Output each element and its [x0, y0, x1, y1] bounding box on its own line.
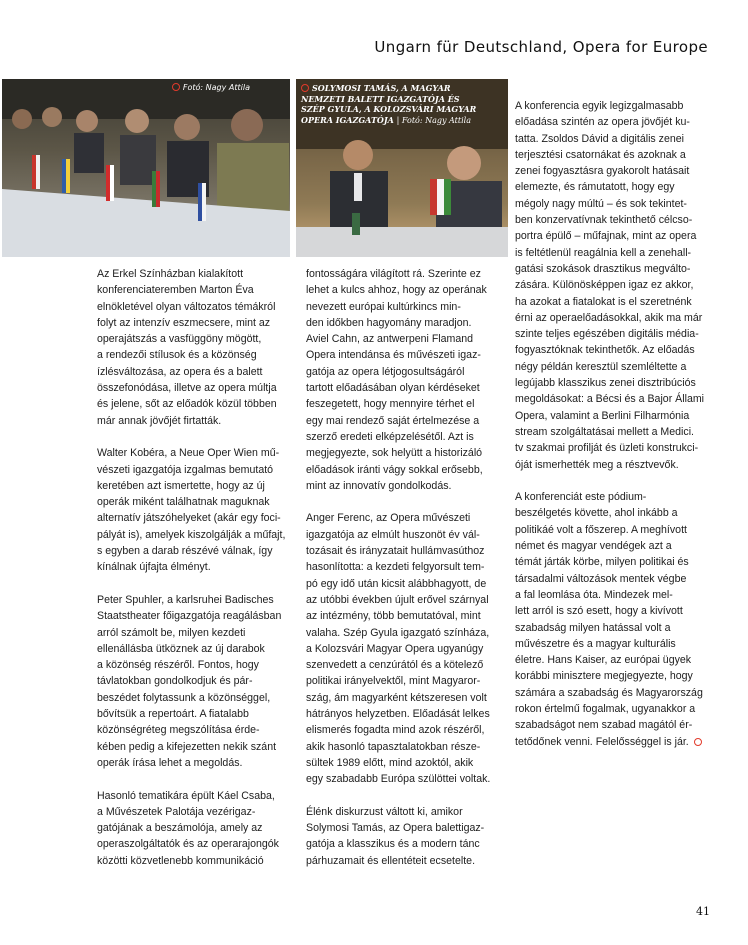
paragraph-line: operaszolgáltatók és az operarajongók [97, 838, 279, 851]
paragraph-line: tv szakmai profilját és üzleti konstrukci- [515, 442, 699, 455]
paragraph-line: egy mai rendező saját értelmezése a [306, 414, 480, 427]
paragraph-line: alternatív játszóhelyeket (akár egy foci- [97, 512, 281, 525]
paragraph-line: tartott előadásában olyan kérdéseket [306, 382, 480, 395]
caption-line: SZÉP GYULA, A KOLOZSVÁRI MAGYAR [301, 104, 477, 114]
conference-photo-left [2, 79, 290, 257]
paragraph-line: elemezte, és rámutatott, hogy egy [515, 181, 675, 194]
paragraph-line: szág, ám magyarként kétszeresen volt [306, 691, 487, 704]
text-column-3 [515, 98, 715, 750]
paragraph-line: tatta. Zsoldos Dávid a digitális zenei [515, 132, 684, 145]
paragraph-line: kínálnak újfajta élményt. [97, 561, 211, 574]
paragraph-line: a rendezői stílusok és a közönség [97, 349, 257, 362]
paragraph-line: lett arról is szó esett, hogy a kivívott [515, 605, 683, 618]
paragraph-line: Walter Kobéra, a Neue Oper Wien mű- [97, 447, 280, 460]
paragraph-line: bővítsük a repertoárt. A fiatalabb [97, 708, 249, 721]
paragraph-line: mint az innovatív gondolkodás. [306, 479, 452, 492]
paragraph-gap [306, 494, 507, 510]
caption-line: NEMZETI BALETT IGAZGATÓJA ÉS [301, 93, 460, 104]
paragraph-line: portra épülő – műfajnak, mint az opera [515, 230, 697, 243]
paragraph-line: A konferenciát este pódium- [515, 491, 647, 504]
paragraph-line: ben konzervatívnak tekinthető célcso- [515, 214, 693, 227]
paragraph-line: Aviel Cahn, az antwerpeni Flamand [306, 333, 474, 346]
paragraph-line: kében pedig a kifejezetten nekik szánt [97, 740, 277, 753]
paragraph-line: akik hasonló tapasztalatokban része- [306, 740, 481, 753]
paragraph-line: tozásait és irányzatait hullámvasúthoz [306, 545, 485, 558]
paragraph-line: terjesztési csatornákat és azoknak a [515, 148, 686, 161]
paragraph-line: s egyben a darab részévé válnak, így [97, 545, 273, 558]
page-number: 41 [696, 905, 710, 918]
paragraph-line: legújabb klasszikus zenei disztribúciós [515, 377, 696, 390]
paragraph-line: mégoly nagy múltú – és sok tekintet- [515, 197, 687, 210]
paragraph-line: művészetre és a magyar kulturális [515, 637, 676, 650]
paragraph-line: egy szabadabb Európa szülöttei voltak. [306, 773, 491, 786]
ring-bullet-icon [301, 84, 309, 92]
paragraph-line: az utóbbi években újult erővel szárnyal [306, 593, 489, 606]
photo-credit-right: | Fotó: Nagy Attila [396, 115, 471, 125]
paragraph-line: gatója az opera létjogosultságáról [306, 365, 465, 378]
paragraph-line: gatási szokások drasztikus megválto- [515, 262, 691, 275]
paragraph-line: politikai irányelvektől, mint Magyaror- [306, 675, 481, 688]
caption-line: SOLYMOSI TAMÁS, A MAGYAR [312, 83, 451, 93]
paragraph-line: arról számolt be, milyen kezdeti [97, 626, 246, 639]
paragraph-line: Staatstheater főigazgatója reagálásban [97, 610, 282, 623]
paragraph-line: négy példán keresztül szemléltette a [515, 360, 687, 373]
paragraph-line: szerző eredeti elképzelésétől. Azt is [306, 430, 474, 443]
paragraph-line: hasonlította: a kezdeti felgyorsult tem- [306, 561, 485, 574]
paragraph-line: közönségréteg megszólítása érde- [97, 724, 260, 737]
paragraph-line: A konferencia egyik legizgalmasabb [515, 100, 684, 112]
paragraph-line: stream szolgáltatásai mellett a Medici. [515, 425, 694, 438]
paragraph-line: rokon értelmű fogalmak, ugyanakkor a [515, 702, 696, 715]
paragraph-line: tetődőnek venni. Felelősséggel is jár. [515, 734, 715, 750]
paragraph-line: sültek 1989 előtt, mind azoktól, akik [306, 756, 474, 769]
paragraph-line: gatójának a beszámolója, amely az [97, 822, 263, 835]
photo-caption-right [301, 83, 501, 126]
text-column-2 [306, 266, 507, 869]
paragraph-line: ízlésváltozása, az opera és a balett [97, 365, 263, 378]
text-column-1 [97, 266, 297, 869]
paragraph-line: folyt az intenzív eszmecsere, mint az [97, 316, 271, 329]
paragraph-line: zenei fogyasztásra gyakorolt hatásait [515, 165, 690, 178]
paragraph-line: a Kolozsvári Magyar Opera ugyanúgy [306, 642, 484, 655]
paragraph-line: Opera, valamint a Berlini Filharmónia [515, 409, 690, 422]
paragraph-line: Hasonló tematikára épült Káel Csaba, [97, 789, 275, 802]
paragraph-line: a Művészetek Palotája vezérigaz- [97, 805, 256, 818]
paragraph-line: elismerés fogadta mind azok részéről, [306, 724, 485, 737]
paragraph-line: szabadság milyen hatással volt a [515, 621, 671, 634]
paragraph-line: előadása szintén az opera jövőjét ku- [515, 116, 690, 129]
paragraph-line: operák miként találhatnak maguknak [97, 496, 270, 509]
paragraph-line: operák írása lehet a megoldás. [97, 756, 243, 769]
paragraph-line: német és magyar vendégek azt a [515, 540, 672, 553]
paragraph-line: számára a szabadság és Magyarország [515, 686, 703, 699]
paragraph-line: párhuzamait és ellentéteit ecsetelte. [306, 854, 476, 867]
paragraph-line: témát járták körbe, milyen politikai és [515, 556, 689, 569]
paragraph-line: lehet a kulcs ahhoz, hogy az operának [306, 284, 487, 297]
paragraph-line: távlatokban gondolkodjuk és pár- [97, 675, 253, 688]
paragraph-line: den időkben hagyomány maradjon. [306, 316, 472, 329]
paragraph-line: nevezett európai kultúrkincs min- [306, 300, 461, 313]
paragraph-line: konferenciateremben Marton Éva [97, 284, 254, 297]
paragraph-line: igazgatója az elmúlt huszonöt év vál- [306, 528, 480, 541]
paragraph-gap [97, 429, 297, 445]
end-of-article-ring-icon [694, 738, 702, 746]
paragraph-line: Anger Ferenc, az Opera művészeti [306, 512, 471, 525]
paragraph-line: fontosságára világított rá. Szerinte ez [306, 268, 481, 280]
paragraph-line: hátrányos helyzetben. Előadását lelkes [306, 708, 490, 721]
paragraph-line: szabadságot nem szabad magától ér- [515, 719, 693, 732]
paragraph-line: már annak jövőjét firtatták. [97, 414, 222, 427]
paragraph-line: Élénk diskurzust váltott ki, amikor [306, 805, 463, 818]
ring-bullet-icon [172, 83, 180, 91]
paragraph-line: és jelene, sőt az előadók közül többen [97, 398, 277, 411]
paragraph-line: operajátszás a vasfüggöny mögött, [97, 333, 262, 346]
paragraph-line: óját ismerhették meg a résztvevők. [515, 458, 679, 471]
paragraph-line: valaha. Szép Gyula igazgató színháza, [306, 626, 490, 639]
paragraph-line: elnökletével olyan változatos témákról [97, 300, 276, 313]
paragraph-line: beszédet folytassunk a közönséggel, [97, 691, 271, 704]
paragraph-line: közötti közvetlenebb kommunikáció [97, 854, 264, 867]
paragraph-line: a fal leomlása óta. Mindezek mel- [515, 588, 673, 601]
paragraph-line: pó egy idő után kicsit alábbhagyott, de [306, 577, 487, 590]
paragraph-line: megoldásokat: a Bécsi és a Bajor Állami [515, 393, 705, 406]
paragraph-line: Solymosi Tamás, az Opera balettigaz- [306, 822, 485, 835]
paragraph-line: is feltétlenül reagálnia kell a zenehall- [515, 246, 692, 259]
photo-credit-left [172, 83, 250, 92]
paragraph-gap [97, 576, 297, 592]
paragraph-line: korábbi minisztere megjegyezte, hogy [515, 670, 693, 683]
paragraph-line: pályát is), amelyek kiszolgálják a műfajt, [97, 528, 286, 541]
paragraph-line: társadalmi változások mentek végbe [515, 572, 687, 585]
caption-line: OPERA IGAZGATÓJA [301, 114, 394, 125]
paragraph-line: életre. Hans Kaiser, az európai ügyek [515, 654, 692, 667]
paragraph-gap [515, 473, 715, 489]
photo-credit-left-text: Fotó: Nagy Attila [182, 83, 250, 92]
paragraph-line: keretében azt ismertette, hogy az új [97, 479, 265, 492]
paragraph-line: a közönség részéről. Fontos, hogy [97, 659, 259, 672]
paragraph-line: megjegyezte, sok helyütt a historizáló [306, 447, 483, 460]
paragraph-line: szinte teljes egészében digitális média- [515, 328, 699, 341]
paragraph-line: ha azokat a fiatalokat is el szeretnénk [515, 295, 692, 308]
paragraph-line: beszélgetés követte, ahol inkább a [515, 507, 678, 520]
paragraph-line: az intézmény, több bemutatóval, mint [306, 610, 481, 623]
paragraph-line: Az Erkel Színházban kialakított [97, 268, 244, 280]
directors-photo-right [296, 79, 508, 257]
paragraph-line: feszegetett, hogy mennyire térhet el [306, 398, 475, 411]
paragraph-line: összefonódása, illetve az opera múltja [97, 382, 277, 395]
paragraph-line: politikáé volt a főszerep. A meghívott [515, 523, 687, 536]
paragraph-line: fogyasztóknak tekinthetők. Az előadás [515, 344, 695, 357]
paragraph-line: érni az operaelőadásokkal, akik ma már [515, 311, 703, 324]
paragraph-line: előadások iránti vágy sokkal erősebb, [306, 463, 483, 476]
paragraph-line: szenvedett a cenzúrától és a kötelező [306, 659, 484, 672]
paragraph-line: gatója a klasszikus és a modern tánc [306, 838, 480, 851]
paragraph-gap [97, 771, 297, 787]
paragraph-line: ellenállásba ütköznek az új darabok [97, 642, 265, 655]
conference-photo-illustration [2, 79, 290, 257]
paragraph-gap [306, 788, 507, 804]
paragraph-line: zására. Különösképpen igaz ez akkor, [515, 279, 694, 292]
paragraph-line: vészeti igazgatója izgalmas bemutató [97, 463, 274, 476]
running-header: Ungarn für Deutschland, Opera for Europe [374, 38, 708, 56]
paragraph-line: Opera intendánsa és művészeti igaz- [306, 349, 481, 362]
paragraph-line: Peter Spuhler, a karlsruhei Badisches [97, 593, 274, 606]
